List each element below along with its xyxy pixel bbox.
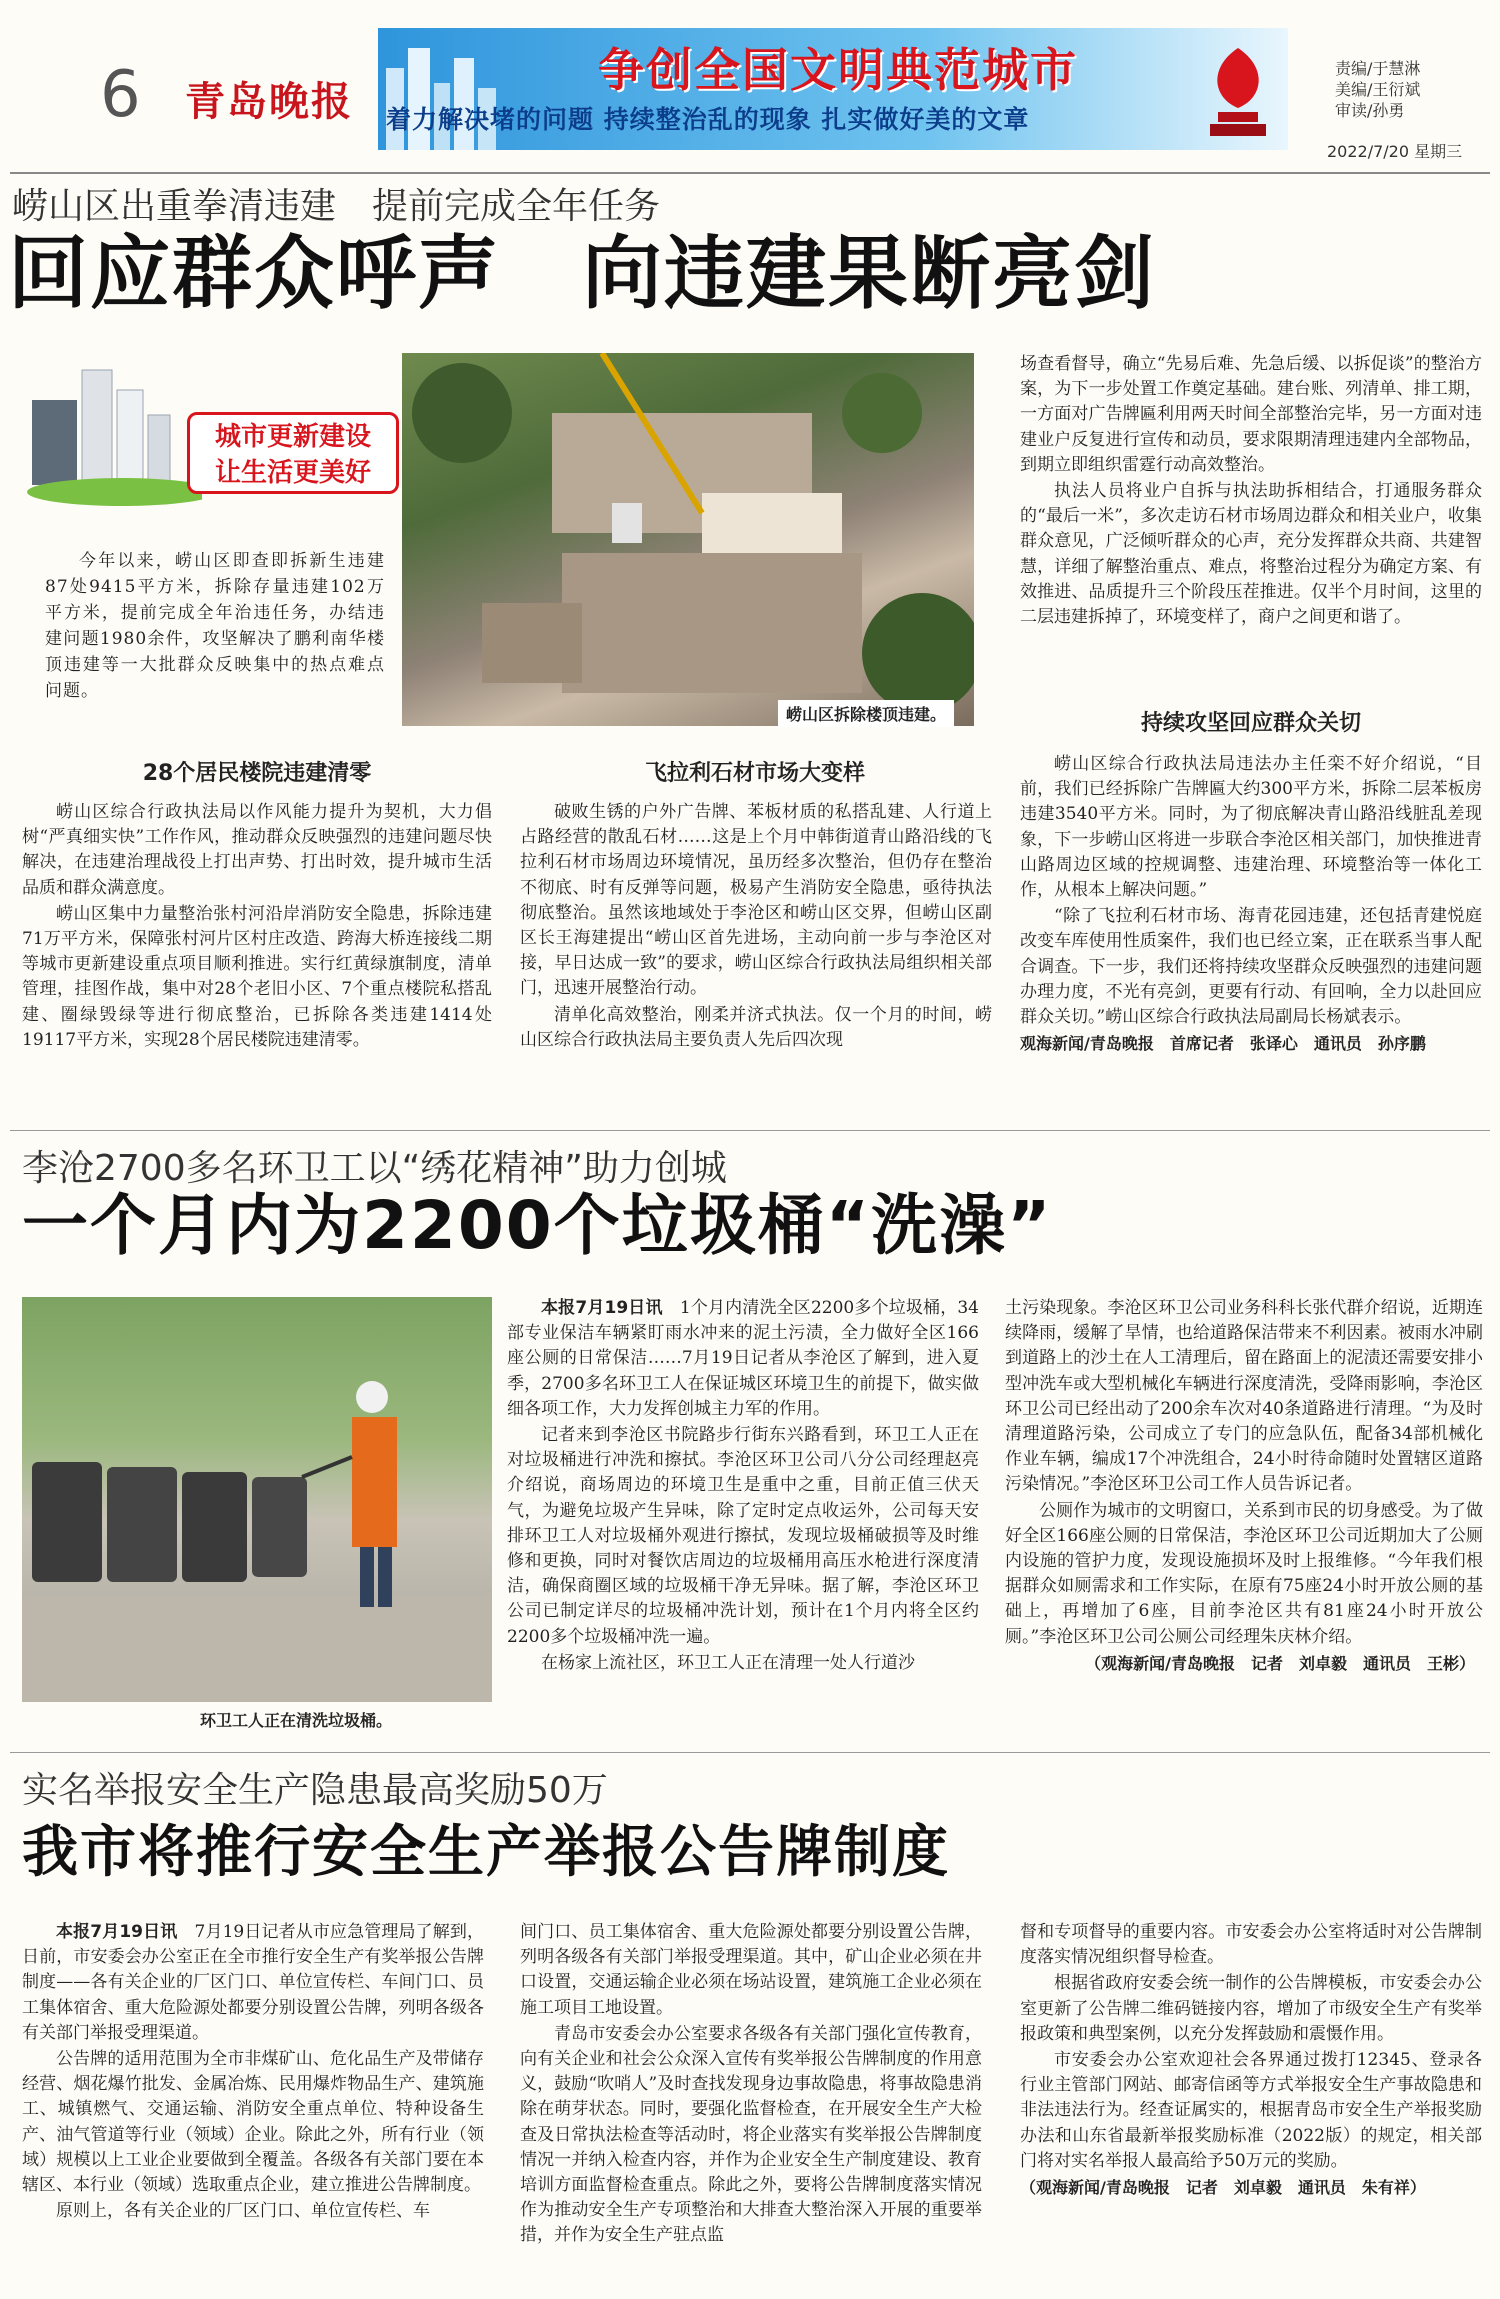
paragraph: 执法人员将业户自拆与执法助拆相结合，打通服务群众的“最后一米”，多次走访石材市场周边群众和相关业户，收集群众意见，广泛倾听群众的心声，充分发挥群众共商、共建智慧，详细了解整治重点、难点，将整治过程分为确定方案、有效推进、品质提升三个阶段压茬推进。仅半个月时间，这里的二层违建拆掉了，环境变样了，商户之间更和谐了。 [1020, 481, 1482, 628]
banner [378, 28, 1288, 150]
paragraph: 破败生锈的户外广告牌、苯板材质的私搭乱建、人行道上占路经营的散乱石材……这是上个月中韩街道青山路沿线的飞拉利石材市场周边环境情况，虽历经多次整治，但仍存在整治不彻底、时有反弹等问题，极易产生消防安全隐患，亟待执法彻底整治。虽然该地域处于李沧区和崂山区交界，但崂山区副区长王海建提出“崂山区首先进场，主动向前一步与李沧区对接，早日达成一致”的要求，崂山区综合行政执法局组织相关部门，迅速开展整治行动。 [520, 802, 992, 999]
paragraph: 根据省政府安委会统一制作的公告牌模板，市安委会办公室更新了公告牌二维码链接内容，增加了市级安全生产有奖举报政策和典型案例，以充分发挥鼓励和震慑作用。 [1020, 1973, 1482, 2044]
sanitation-photo-art [22, 1297, 492, 1702]
banner-slogan: 着力解决堵的问题 持续整治乱的现象 扎实做好美的文章 [386, 105, 1030, 134]
city-renewal-badge [22, 360, 384, 510]
article3-col1 [22, 1920, 484, 2225]
paper-name: 青岛晚报 [185, 78, 353, 125]
badge-line1: 城市更新建设 [214, 422, 371, 452]
article1-subhead-2: 飞拉利石材市场大变样 [644, 761, 865, 786]
paragraph: 在杨家上流社区，环卫工人正在清理一处人行道沙 [541, 1652, 915, 1673]
article1-headline: 回应群众呼声 向违建果断亮剑 [8, 227, 1156, 320]
page-number: 6 [100, 58, 141, 132]
article2-headline: 一个月内为2200个垃圾桶“洗澡” [22, 1187, 1053, 1264]
badge-box [187, 412, 399, 494]
paragraph: 督和专项督导的重要内容。市安委会办公室将适时对公告牌制度落实情况组织督导检查。 [1020, 1922, 1482, 1968]
paragraph-text: 7月19日记者从市应急管理局了解到，日前，市安委会办公室正在全市推行安全生产有奖举报公告牌制度——各有关企业的厂区门口、单位宣传栏、车间门口、员工集体宿舍、重大危险源处都要分别设置公告牌，列明各级各有关部门举报受理渠道。 [22, 1922, 484, 2043]
article1-col1 [22, 800, 492, 1054]
editor-credits [1335, 58, 1420, 121]
demolition-photo-art [402, 353, 974, 726]
article1-kicker: 崂山区出重拳清违建 提前完成全年任务 [12, 186, 661, 227]
paragraph: 公告牌的适用范围为全市非煤矿山、危化品生产及带储存经营、烟花爆竹批发、金属冶炼、民用爆炸物品生产、建筑施工、城镇燃气、交通运输、消防安全重点单位、特种设备生产、油气管道等行业（领域）企业。除此之外，所有行业（领域）规模以上工业企业要做到全覆盖。各级各有关部门要在本辖区、本行业（领域）选取重点企业，建立推进公告牌制度。 [22, 2049, 484, 2196]
article3-col2 [520, 1920, 982, 2250]
photo2-caption: 环卫工人正在清洗垃圾桶。 [200, 1711, 393, 1730]
editor-line: 美编/王衍斌 [1335, 80, 1421, 99]
article3-byline: （观海新闻/青岛晚报 记者 刘卓毅 通讯员 朱有祥） [1020, 2178, 1426, 2198]
landmark-sculpture-illustration [1188, 28, 1288, 150]
article1-col2 [520, 800, 992, 1054]
lead-paragraph: 今年以来，崂山区即查即拆新生违建87处9415平方米，拆除存量违建102万平方米，提前完成全年治违任务，办结违建问题1980余件，攻坚解决了鹏利南华楼顶违建等一大批群众反映集中的热点难点问题。 [45, 551, 385, 701]
article2-col1 [507, 1296, 979, 1677]
paragraph [507, 1296, 979, 1422]
article1-subhead-1: 28个居民楼院违建清零 [142, 761, 372, 786]
paragraph: 场查看督导，确立“先易后难、先急后缓、以拆促谈”的整治方案，为下一步处置工作奠定基础。建台账、列清单、排工期，一方面对广告牌匾利用两天时间全部整治完毕，另一方面对违建业户反复进行宣传和动员，要求限期清理违建内全部物品，到期立即组织雷霆行动高效整治。 [1020, 354, 1482, 475]
paragraph: 崂山区综合行政执法局以作风能力提升为契机，大力倡树“严真细实快”工作作风，推动群众反映强烈的违建问题尽快解决，在违建治理战役上打出声势、打出时效，提升城市生活品质和群众满意度。 [22, 802, 492, 898]
paragraph [22, 1920, 484, 2046]
article1-col3-top [1020, 352, 1482, 631]
banner-title: 争创全国文明典范城市 [598, 43, 1078, 97]
paragraph: 清单化高效整治，刚柔并济式执法。仅一个月的时间，崂山区综合行政执法局主要负责人先后四次现 [520, 1004, 992, 1050]
paragraph-text: 1个月内清洗全区2200多个垃圾桶，34部专业保洁车辆紧盯雨水冲来的泥土污渍，全力做好全区166座公厕的日常保洁……7月19日记者从李沧区了解到，进入夏季，2700多名环卫工人在保证城区环境卫生的前提下，做实做细各项工作，大力发挥创城主力军的作用。 [507, 1298, 979, 1419]
paragraph: 公厕作为城市的文明窗口，关系到市民的切身感受。为了做好全区166座公厕的日常保洁，李沧区环卫公司近期加大了公厕内设施的管护力度，发现设施损坏及时上报维修。“今年我们根据群众如厕需求和工作实际，在原有75座24小时开放公厕的基础上，再增加了6座，目前李沧区共有81座24小时开放公厕。”李沧区环卫公司公厕公司经理朱庆林介绍。 [1005, 1500, 1483, 1647]
sanitation-photo [22, 1297, 492, 1702]
paragraph: 土污染现象。李沧区环卫公司业务科科长张代群介绍说，近期连续降雨，缓解了旱情，也给道路保洁带来不利因素。被雨水冲刷到道路上的沙土在人工清理后，留在路面上的泥渍还需要安排小型冲洗车或大型机械化车辆进行深度清洗，受降雨影响，李沧区环卫公司已经出动了200余车次对40条道路进行清理。“为及时清理道路污染，公司成立了专门的应急队伍，配备34部机械化作业车辆，编成17个冲洗组合，24小时待命随时处置辖区道路污染情况。”李沧区环卫公司工作人员告诉记者。 [1005, 1298, 1483, 1495]
article2-kicker: 李沧2700多名环卫工以“绣花精神”助力创城 [22, 1148, 727, 1189]
paragraph: 青岛市安委会办公室要求各级各有关部门强化宣传教育，向有关企业和社会公众深入宣传有奖举报公告牌制度的作用意义，鼓励“吹哨人”及时查找发现身边事故隐患，将事故隐患消除在萌芽状态。同时，要强化监督检查，在开展安全生产大检查及日常执法检查等活动时，将企业落实有奖举报公告牌制度情况一并纳入检查内容，并作为企业安全生产制度建设、教育培训方面监督检查重点。除此之外，要将公告牌制度落实情况作为推动安全生产专项整治和大排查大整治深入开展的重要举措，并作为安全生产驻点监 [520, 2023, 982, 2246]
paragraph: 记者来到李沧区书院路步行街东兴路看到，环卫工人正在对垃圾桶进行冲洗和擦拭。李沧区环卫公司八分公司经理赵亮介绍说，商场周边的环境卫生是重中之重，目前正值三伏天气，为避免垃圾产生异味，除了定时定点收运外，公司每天安排环卫工人对垃圾桶外观进行擦拭，发现垃圾桶破损等及时维修和更换，同时对餐饮店周边的垃圾桶用高压水枪进行深度清洁，确保商圈区域的垃圾桶干净无异味。据了解，李沧区环卫公司已制定详尽的垃圾桶冲洗计划，预计在1个月内将全区约2200多个垃圾桶冲洗一遍。 [507, 1425, 979, 1647]
demolition-photo [402, 353, 974, 726]
article3-kicker: 实名举报安全生产隐患最高奖励50万 [22, 1770, 608, 1811]
editor-line: 审读/孙勇 [1335, 101, 1405, 120]
issue-date: 2022/7/20 星期三 [1327, 142, 1463, 161]
article1-byline: 观海新闻/青岛晚报 首席记者 张译心 通讯员 孙序鹏 [1020, 1034, 1426, 1054]
paragraph: 崂山区综合行政执法局违法办主任栾不好介绍说，“目前，我们已经拆除广告牌匾大约300平方米，拆除二层苯板房违建3540平方米。同时，为了彻底解决青山路沿线脏乱差现象，下一步崂山区将进一步联合李沧区相关部门，加快推进青山路周边区域的控规调整、违建治理、环境整治等一体化工作，从根本上解决问题。” [1020, 754, 1482, 901]
article1-col3 [1020, 752, 1482, 1057]
buildings-illustration [22, 360, 202, 510]
photo1-caption: 崂山区拆除楼顶违建。 [778, 700, 954, 727]
editor-line: 责编/于慧淋 [1335, 59, 1421, 78]
article1-lead [45, 548, 385, 705]
article3-dateline: 本报7月19日讯 [56, 1922, 178, 1942]
article2-dateline: 本报7月19日讯 [541, 1298, 663, 1318]
paragraph: 原则上，各有关企业的厂区门口、单位宣传栏、车 [56, 2201, 430, 2222]
article2-col2 [1005, 1296, 1483, 1677]
paragraph: 崂山区集中力量整治张村河沿岸消防安全隐患，拆除违建71万平方米，保障张村河片区村庄改造、跨海大桥连接线二期等城市更新建设重点项目顺利推进。实行红黄绿旗制度，清单管理，挂图作战，集中对28个老旧小区、7个重点楼院私搭乱建、圈绿毁绿等进行彻底整治，已拆除各类违建1414处19117平方米，实现28个居民楼院违建清零。 [22, 903, 492, 1050]
article2-byline: （观海新闻/青岛晚报 记者 刘卓毅 通讯员 王彬） [1085, 1653, 1475, 1673]
paragraph: 市安委会办公室欢迎社会各界通过拨打12345、登录各行业主管部门网站、邮寄信函等方式举报安全生产事故隐患和非法违法行为。经查证属实的，根据青岛市安全生产举报奖励办法和山东省最新举报奖励标准（2022版）的规定，相关部门将对实名举报人最高给予50万元的奖励。 [1020, 2050, 1482, 2171]
article3-headline: 我市将推行安全生产举报公告牌制度 [22, 1820, 950, 1885]
paragraph: 间门口、员工集体宿舍、重大危险源处都要分别设置公告牌，列明各级各有关部门举报受理渠道。其中，矿山企业必须在井口设置，交通运输企业必须在场站设置，建筑施工企业必须在施工项目工地设置。 [520, 1922, 982, 2018]
paragraph: “除了飞拉利石材市场、海青花园违建，还包括青建悦庭改变车库使用性质案件，我们也已经立案，正在联系当事人配合调查。下一步，我们还将持续攻坚群众反映强烈的违建问题办理力度，不光有亮剑，更要有行动、有回响，全力以赴回应群众关切。”崂山区综合行政执法局副局长杨斌表示。 [1020, 906, 1482, 1028]
article3-col3 [1020, 1920, 1482, 2201]
article1-subhead-3: 持续攻坚回应群众关切 [1140, 711, 1361, 736]
badge-line2: 让生活更美好 [214, 458, 371, 488]
